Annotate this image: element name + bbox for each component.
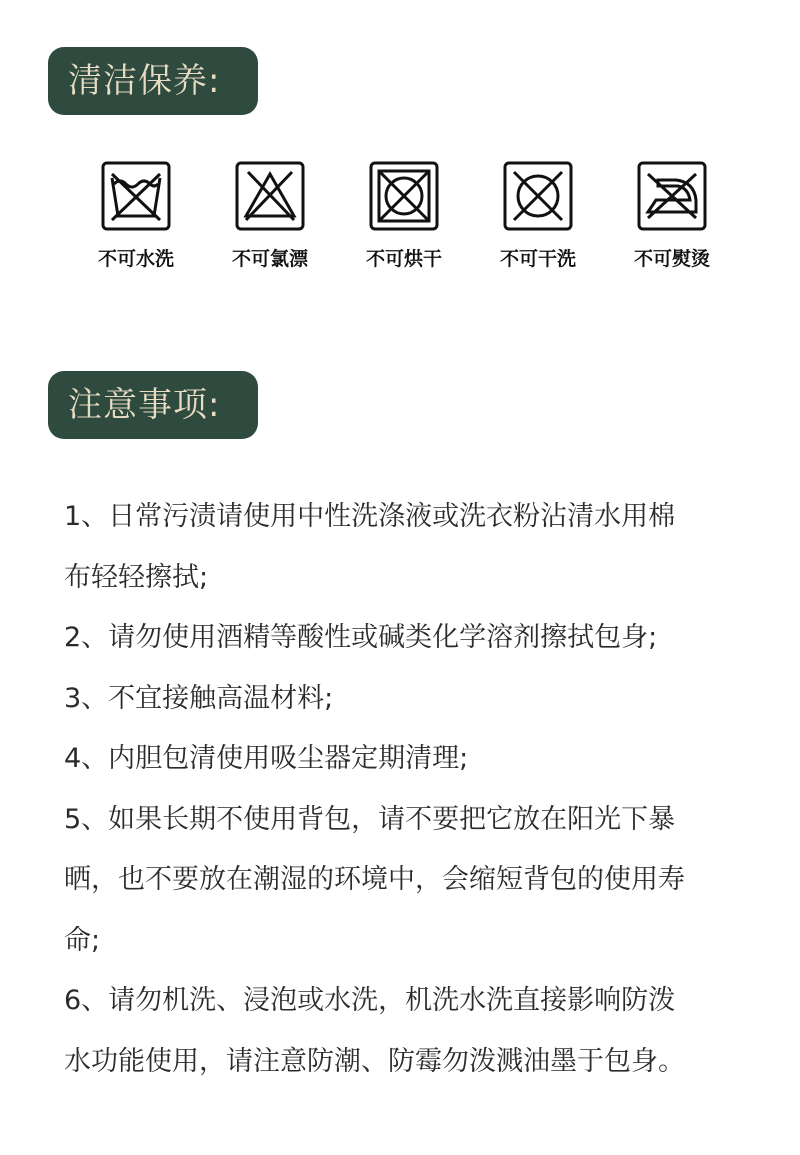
no-dry-clean-icon: [502, 160, 574, 232]
care-icons-row: [86, 160, 726, 280]
note-line: 6、请勿机洗、浸泡或水洗，机洗水洗直接影响防泼: [64, 985, 676, 1016]
care-label: 不可烘干: [365, 248, 442, 270]
note-line: 布轻轻擦拭;: [64, 561, 209, 593]
note-line: 4、内胆包清使用吸尘器定期清理;: [64, 743, 469, 774]
notes-list: [64, 487, 754, 1092]
care-section-title: 清洁保养:: [48, 47, 258, 115]
care-item-no-iron: [622, 160, 722, 271]
care-label: 不可干洗: [499, 248, 576, 270]
note-line: 1、日常污渍请使用中性洗涤液或洗衣粉沾清水用棉: [64, 501, 676, 532]
care-label: 不可熨烫: [633, 248, 710, 270]
notes-section-title: 注意事项:: [48, 371, 258, 439]
no-tumble-dry-icon: [368, 160, 440, 232]
care-item-no-water-wash: [86, 160, 186, 271]
note-line: 水功能使用，请注意防潮、防霉勿泼溅油墨于包身。: [64, 1045, 685, 1077]
no-water-wash-icon: [100, 160, 172, 232]
care-item-no-tumble-dry: [354, 160, 454, 271]
note-line: 3、不宜接触高温材料;: [64, 682, 334, 714]
care-label: 不可水洗: [97, 248, 174, 270]
note-line: 晒，也不要放在潮湿的环境中，会缩短背包的使用寿: [64, 864, 685, 895]
care-item-no-dry-clean: [488, 160, 588, 271]
note-line: 2、请勿使用酒精等酸性或碱类化学溶剂擦拭包身;: [64, 622, 658, 653]
care-label: 不可氯漂: [231, 248, 308, 270]
note-line: 命;: [64, 924, 101, 956]
note-line: 5、如果长期不使用背包，请不要把它放在阳光下暴: [64, 803, 676, 835]
no-bleach-icon: [234, 160, 306, 232]
no-iron-icon: [636, 160, 708, 232]
care-item-no-bleach: [220, 160, 320, 271]
